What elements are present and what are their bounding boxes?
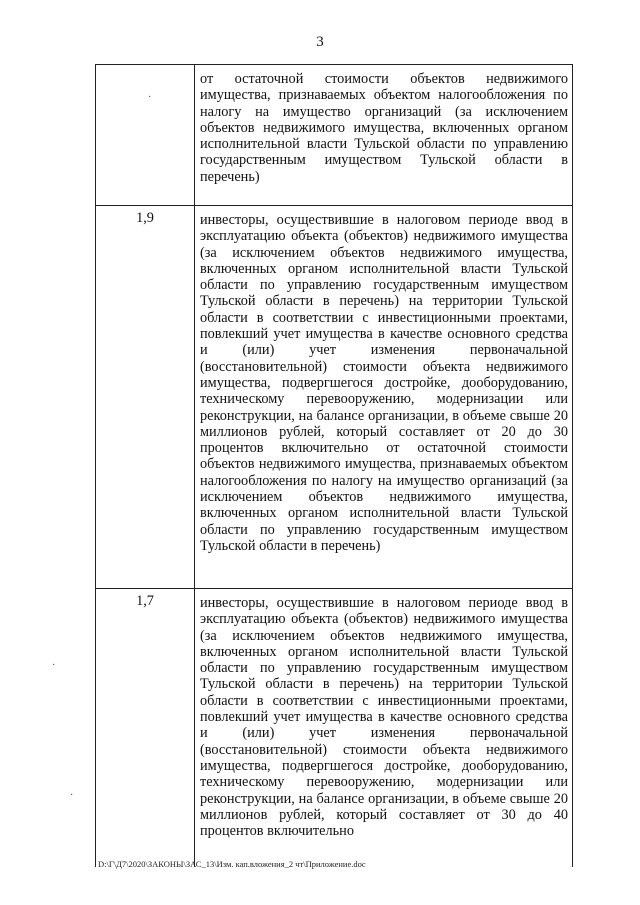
- page-number: 3: [316, 34, 324, 50]
- table-row: [96, 589, 573, 868]
- tax-rate-table: [95, 64, 573, 867]
- table-row: [96, 206, 573, 589]
- condition-text-cell: от остаточной стоимости объектов недвижимого имущества, признаваемых объектом налогообложения по налогу на имущество организаций (за исключением объектов недвижимого имущества, включенных органом исполнительной власти Тульской области по управлению государственным имуществом Тульской области в перечень): [195, 65, 573, 206]
- scan-speck: ·: [148, 92, 152, 103]
- rate-cell: [96, 65, 195, 206]
- condition-text-cell: инвесторы, осуществившие в налоговом периоде ввод в эксплуатацию объекта (объектов) недвижимого имущества (за исключением объектов недвижимого имущества, включенных органом исполнительной власти Тульской области по управлению государственным имуществом Тульской области в перечень) на территории Тульской области в соответствии с инвестиционными проектами, повлекший учет имущества в качестве основного средства и (или) учет изменения первоначальной (восстановительной) стоимости объекта недвижимого имущества, подвергшегося достройке, дооборудованию, техническому перевооружению, модернизации или реконструкции, на балансе организации, в объеме свыше 20 миллионов рублей, который составляет от 30 до 40 процентов включительно: [195, 589, 573, 868]
- table-row: [96, 65, 573, 206]
- rate-cell: 1,7: [96, 589, 195, 868]
- rate-cell: 1,9: [96, 206, 195, 589]
- condition-text-cell: инвесторы, осуществившие в налоговом периоде ввод в эксплуатацию объекта (объектов) недвижимого имущества (за исключением объектов недвижимого имущества, включенных органом исполнительной власти Тульской области по управлению государственным имуществом Тульской области в перечень) на территории Тульской области в соответствии с инвестиционными проектами, повлекший учет имущества в качестве основного средства и (или) учет изменения первоначальной (восстановительной) стоимости объекта недвижимого имущества, подвергшегося достройке, дооборудованию, техническому перевооружению, модернизации или реконструкции, на балансе организации, в объеме свыше 20 миллионов рублей, который составляет от 20 до 30 процентов включительно от остаточной стоимости объектов недвижимого имущества, признаваемых объектом налогообложения по налогу на имущество организаций (за исключением объектов недвижимого имущества, включенных органом исполнительной власти Тульской области по управлению государственным имуществом Тульской области в перечень): [195, 206, 573, 589]
- scan-speck: ·: [52, 660, 56, 671]
- scan-speck: ·: [70, 790, 74, 801]
- footer-file-path: D:\Г\Д7\2020\ЗАКОНЫ\ЗАС_13\Изм. кап.вложения_2 чт\Приложение.doc: [98, 859, 366, 869]
